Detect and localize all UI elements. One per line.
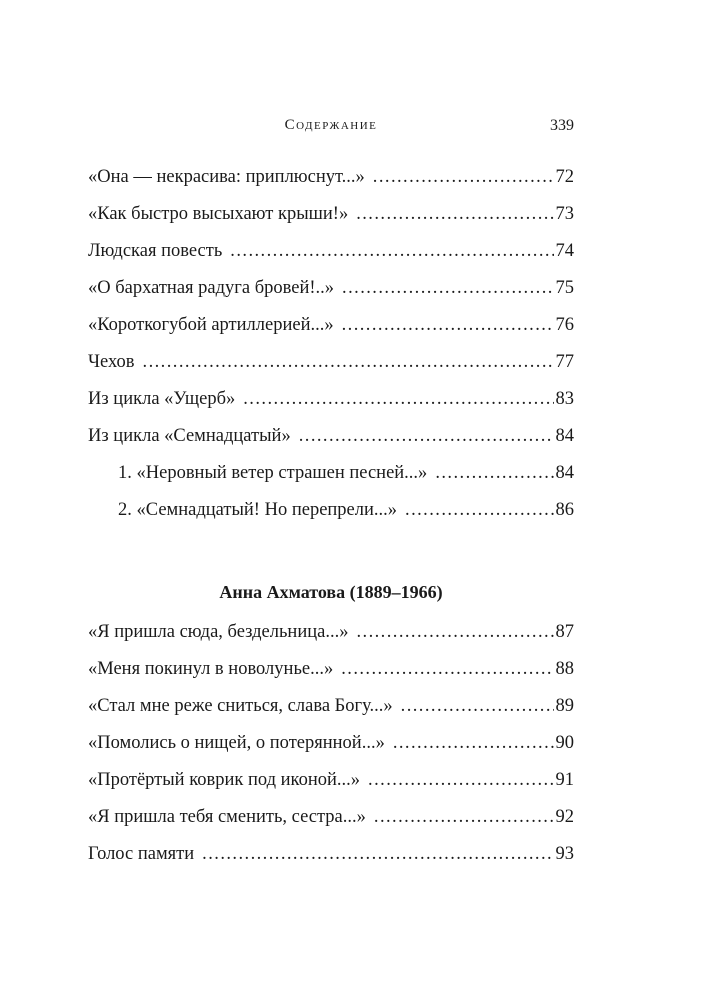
toc-entry-page: 89 (555, 696, 574, 716)
toc-entry-page: 90 (555, 733, 574, 753)
toc-entry-title: «Стал мне реже сниться, слава Богу...» (88, 696, 393, 716)
toc-list-part2 (88, 622, 574, 881)
toc-entry-title: «Меня покинул в новолунье...» (88, 659, 334, 679)
toc-entry-title: «Помолись о нищей, о потерянной...» (88, 733, 385, 753)
toc-entry-page: 88 (555, 659, 574, 679)
toc-leader-dots (230, 241, 553, 262)
toc-entry-title: «Она — некрасива: приплюснут...» (88, 167, 365, 187)
toc-entry-page: 84 (555, 426, 574, 446)
toc-entry (88, 352, 574, 389)
toc-entry (88, 204, 574, 241)
toc-leader-dots (435, 463, 553, 484)
toc-leader-dots (202, 844, 553, 865)
toc-entry-title: 2. «Семнадцатый! Но перепрели...» (118, 500, 398, 520)
toc-entry-page: 93 (555, 844, 574, 864)
toc-subentry (88, 500, 574, 537)
toc-leader-dots (341, 659, 553, 680)
toc-entry-page: 92 (555, 807, 574, 827)
toc-leader-dots (342, 315, 554, 336)
toc-entry-page: 86 (555, 500, 574, 520)
toc-entry (88, 844, 574, 881)
toc-entry (88, 807, 574, 844)
toc-entry (88, 278, 574, 315)
toc-leader-dots (405, 500, 553, 521)
toc-entry (88, 167, 574, 204)
toc-entry-page: 76 (555, 315, 574, 335)
running-header (88, 117, 574, 141)
toc-entry (88, 389, 574, 426)
toc-entry-title: Из цикла «Семнадцатый» (88, 426, 291, 446)
toc-entry-page: 77 (555, 352, 574, 372)
toc-list-part1 (88, 167, 574, 537)
toc-leader-dots (342, 278, 553, 299)
toc-entry (88, 426, 574, 463)
toc-entry (88, 696, 574, 733)
running-header-title: Содержание (284, 117, 378, 133)
toc-entry-page: 91 (555, 770, 574, 790)
toc-leader-dots (373, 167, 554, 188)
toc-entry-title: Из цикла «Ущерб» (88, 389, 236, 409)
toc-entry-page: 74 (555, 241, 574, 261)
toc-entry-title: «Я пришла сюда, бездельница...» (88, 622, 349, 642)
toc-entry (88, 241, 574, 278)
toc-entry-title: «Я пришла тебя сменить, сестра...» (88, 807, 366, 827)
toc-entry (88, 659, 574, 696)
toc-entry-page: 84 (555, 463, 574, 483)
toc-entry-page: 72 (555, 167, 574, 187)
toc-entry-title: Людская повесть (88, 241, 223, 261)
toc-entry (88, 315, 574, 352)
toc-entry-title: 1. «Неровный ветер страшен песней...» (118, 463, 428, 483)
toc-entry (88, 622, 574, 659)
toc-leader-dots (368, 770, 553, 791)
toc-leader-dots (393, 733, 554, 754)
toc-entry-page: 73 (555, 204, 574, 224)
toc-entry-title: «Короткогубой артиллерией...» (88, 315, 334, 335)
toc-leader-dots (143, 352, 554, 373)
page-number: 339 (550, 117, 574, 134)
toc-entry-title: Чехов (88, 352, 135, 372)
toc-leader-dots (356, 204, 553, 225)
toc-entry-page: 75 (555, 278, 574, 298)
toc-subentry (88, 463, 574, 500)
toc-entry-title: Голос памяти (88, 844, 195, 864)
toc-leader-dots (356, 622, 553, 643)
toc-entry-page: 83 (555, 389, 574, 409)
toc-leader-dots (299, 426, 554, 447)
toc-leader-dots (374, 807, 554, 828)
toc-entry-title: «Протёртый коврик под иконой...» (88, 770, 361, 790)
toc-entry (88, 770, 574, 807)
toc-leader-dots (401, 696, 554, 717)
toc-entry (88, 733, 574, 770)
toc-entry-page: 87 (555, 622, 574, 642)
toc-entry-title: «О бархатная радуга бровей!..» (88, 278, 335, 298)
toc-leader-dots (243, 389, 553, 410)
toc-entry-title: «Как быстро высыхают крыши!» (88, 204, 349, 224)
section-heading: Анна Ахматова (1889–1966) (219, 582, 443, 602)
